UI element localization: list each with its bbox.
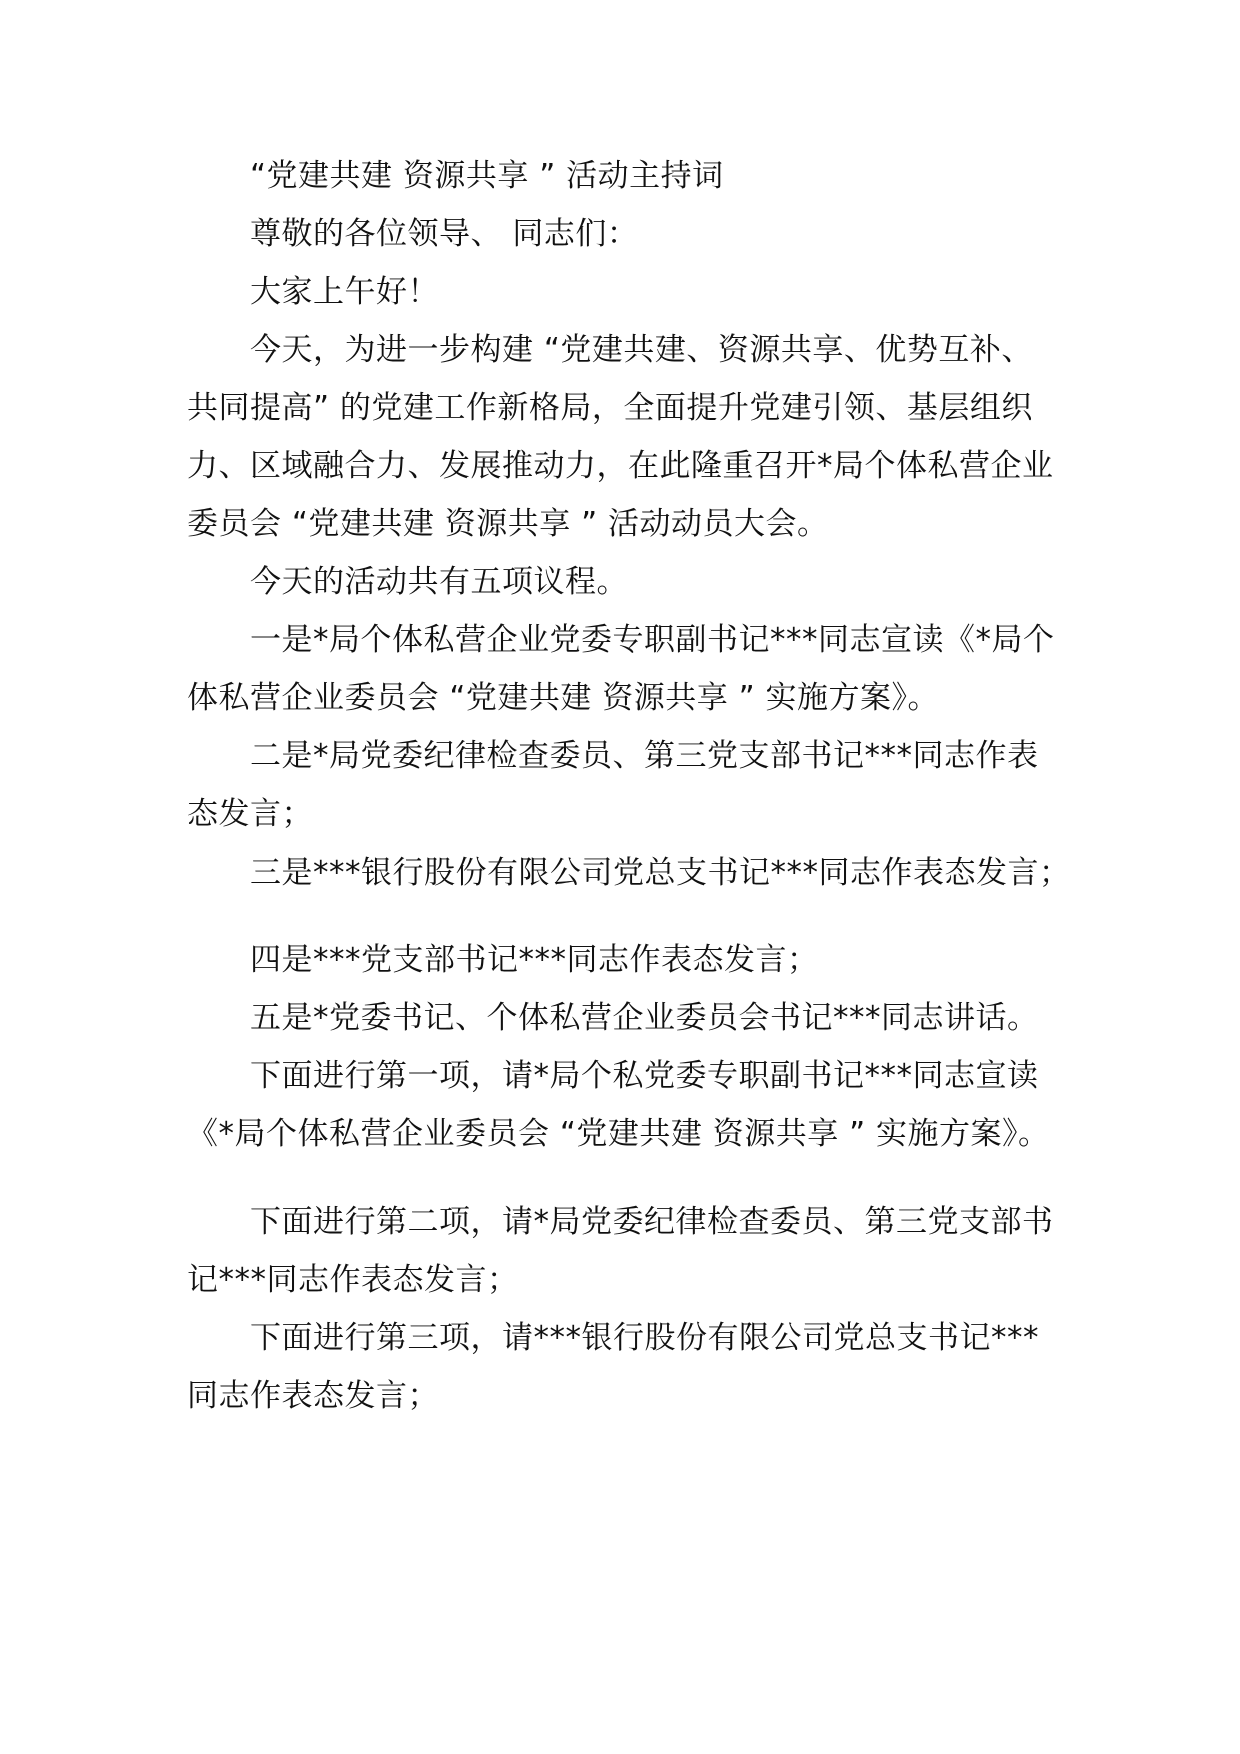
paragraph-line: 共同提高” 的党建工作新格局，全面提升党建引领、基层组织 xyxy=(187,390,1033,426)
agenda-item-continued: 态发言； xyxy=(187,796,313,832)
agenda-item: 四是***党支部书记***同志作表态发言； xyxy=(250,942,819,978)
proceeding-line: 下面进行第二项，请*局党委纪律检查委员、第三党支部书 xyxy=(250,1204,1054,1240)
agenda-item: 五是*党委书记、个体私营企业委员会书记***同志讲话。 xyxy=(250,1000,1039,1036)
paragraph-line: 今天的活动共有五项议程。 xyxy=(250,564,628,600)
proceeding-line-continued: 记***同志作表态发言； xyxy=(187,1262,519,1298)
agenda-item-continued: 体私营企业委员会 “党建共建 资源共享 ” 实施方案》。 xyxy=(187,680,940,716)
greeting: 大家上午好！ xyxy=(250,274,439,310)
paragraph-line: 委员会 “党建共建 资源共享 ” 活动动员大会。 xyxy=(187,506,829,542)
agenda-item: 三是***银行股份有限公司党总支书记***同志作表态发言； xyxy=(250,855,1071,891)
proceeding-line: 下面进行第三项，请***银行股份有限公司党总支书记*** xyxy=(250,1320,1039,1356)
paragraph-line: 力、区域融合力、发展推动力，在此隆重召开*局个体私营企业 xyxy=(187,448,1054,484)
salutation: 尊敬的各位领导、 同志们： xyxy=(250,216,639,252)
agenda-item: 二是*局党委纪律检查委员、第三党支部书记***同志作表 xyxy=(250,738,1039,774)
proceeding-line-continued: 同志作表态发言； xyxy=(187,1378,439,1414)
agenda-item: 一是*局个体私营企业党委专职副书记***同志宣读《*局个 xyxy=(250,622,1055,658)
paragraph-line: 今天，为进一步构建 “党建共建、资源共享、优势互补、 xyxy=(250,332,1033,368)
document-title: “党建共建 资源共享 ” 活动主持词 xyxy=(250,158,724,194)
proceeding-line-continued: 《*局个体私营企业委员会 “党建共建 资源共享 ” 实施方案》。 xyxy=(187,1116,1050,1152)
proceeding-line: 下面进行第一项，请*局个私党委专职副书记***同志宣读 xyxy=(250,1058,1039,1094)
